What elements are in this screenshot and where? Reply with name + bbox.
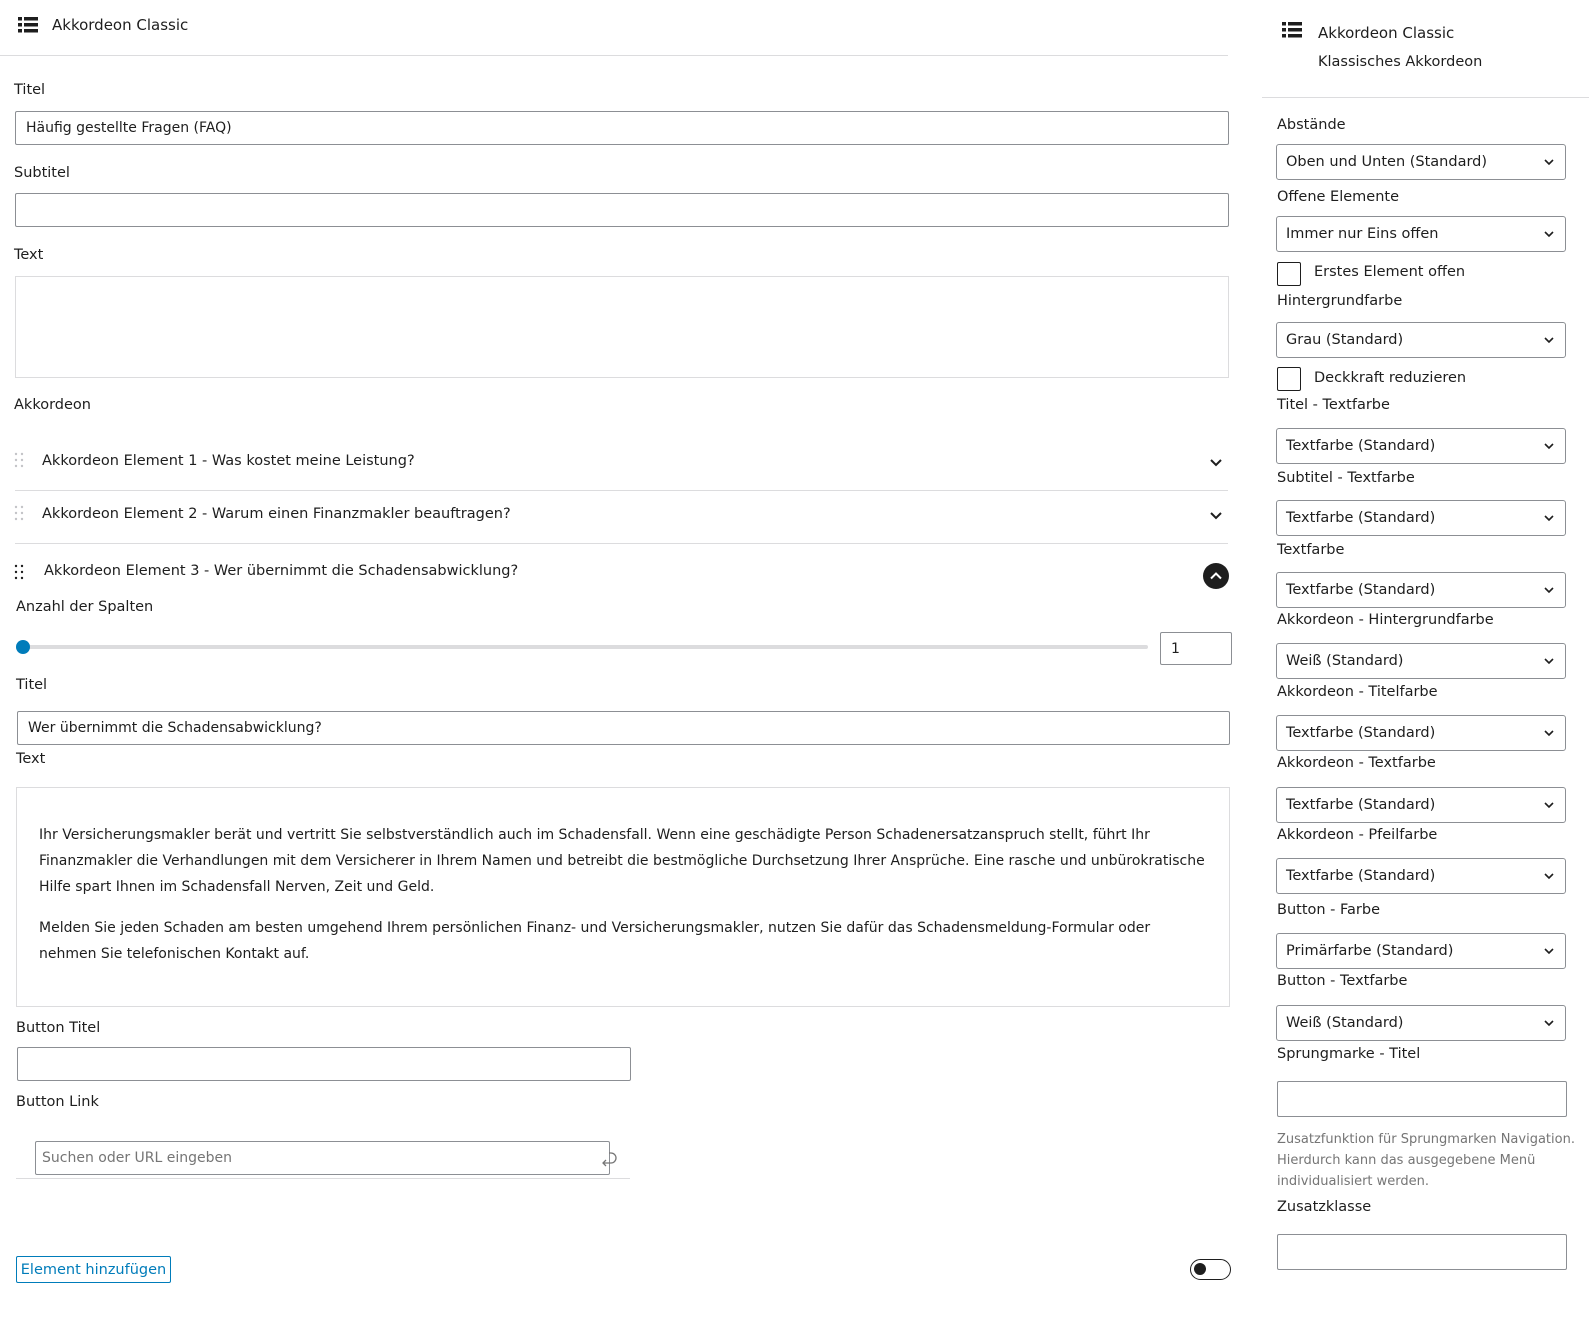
columns-slider-track (16, 645, 1148, 649)
button-link-input[interactable] (35, 1141, 610, 1175)
button-farbe-label: Button - Farbe (1277, 902, 1381, 918)
item-title-input-value: Wer übernimmt die Schadensabwicklung? (28, 720, 322, 736)
akk-textfarbe-select[interactable] (1276, 787, 1566, 823)
list-view-icon (1282, 21, 1302, 39)
zusatzklasse-label: Zusatzklasse (1277, 1199, 1372, 1215)
chevron-down-icon (1543, 585, 1555, 595)
title-input-value: Häufig gestellte Fragen (FAQ) (26, 120, 232, 136)
drag-handle-icon[interactable] (14, 564, 24, 580)
abstaende-select[interactable] (1276, 144, 1566, 180)
accordion-divider (15, 543, 1228, 544)
chevron-up-icon[interactable] (1203, 563, 1229, 589)
accordion-item-title[interactable]: Akkordeon Element 2 - Warum einen Finanzmakler beauftragen? (42, 506, 511, 522)
sidebar-title: Akkordeon Classic (1318, 24, 1455, 42)
textfarbe-select[interactable] (1276, 572, 1566, 608)
akk-textfarbe-label: Akkordeon - Textfarbe (1277, 755, 1436, 771)
toggle-switch[interactable] (1190, 1259, 1231, 1280)
item-text-paragraph: Melden Sie jeden Schaden am besten umgehend Ihrem persönlichen Finanz- und Versicherungsmakler, nutzen Sie dafür das Schadensmeldung-Formular oder nehmen Sie telefonischen Kontakt auf. (39, 920, 1151, 962)
chevron-down-icon (1543, 513, 1555, 523)
abstaende-value: Oben und Unten (Standard) (1286, 154, 1488, 170)
akk-titelfarbe-label: Akkordeon - Titelfarbe (1277, 684, 1438, 700)
button-link-placeholder: Suchen oder URL eingeben (42, 1150, 233, 1166)
hintergrundfarbe-label: Hintergrundfarbe (1277, 293, 1403, 309)
button-link-label: Button Link (16, 1094, 99, 1110)
button-farbe-value: Primärfarbe (Standard) (1286, 943, 1454, 959)
title-input[interactable] (15, 111, 1229, 145)
chevron-down-icon (1543, 229, 1555, 239)
hintergrundfarbe-select[interactable] (1276, 322, 1566, 358)
chevron-down-icon (1543, 1018, 1555, 1028)
offene-elemente-select[interactable] (1276, 216, 1566, 252)
text-editor[interactable] (15, 276, 1229, 378)
button-title-input[interactable] (17, 1047, 631, 1081)
akk-hintergrund-value: Weiß (Standard) (1286, 653, 1404, 669)
akk-pfeilfarbe-label: Akkordeon - Pfeilfarbe (1277, 827, 1438, 843)
subtitel-textfarbe-label: Subtitel - Textfarbe (1277, 470, 1415, 486)
button-title-label: Button Titel (16, 1020, 101, 1036)
erstes-element-offen-label[interactable]: Erstes Element offen (1314, 264, 1466, 280)
textfarbe-label: Textfarbe (1277, 542, 1345, 558)
columns-label: Anzahl der Spalten (16, 599, 154, 615)
deckkraft-label[interactable]: Deckkraft reduzieren (1314, 370, 1467, 386)
title-label: Titel (14, 82, 46, 98)
sidebar-subtitle: Klassisches Akkordeon (1318, 54, 1483, 70)
columns-slider-handle[interactable] (16, 640, 30, 654)
offene-elemente-label: Offene Elemente (1277, 189, 1399, 205)
sprungmarke-input[interactable] (1277, 1081, 1567, 1117)
header-divider (0, 55, 1228, 56)
chevron-down-icon (1543, 800, 1555, 810)
chevron-down-icon (1543, 656, 1555, 666)
chevron-down-icon (1543, 871, 1555, 881)
add-element-button-label: Element hinzufügen (20, 1261, 167, 1278)
erstes-element-offen-checkbox[interactable] (1277, 262, 1301, 286)
item-title-label: Titel (16, 677, 48, 693)
hintergrundfarbe-value: Grau (Standard) (1286, 332, 1404, 348)
accordion-divider (15, 490, 1228, 491)
titel-textfarbe-select[interactable] (1276, 428, 1566, 464)
block-title: Akkordeon Classic (52, 16, 189, 34)
akk-pfeilfarbe-select[interactable] (1276, 858, 1566, 894)
chevron-down-icon (1543, 946, 1555, 956)
chevron-down-icon[interactable] (1209, 458, 1223, 468)
akk-textfarbe-value: Textfarbe (Standard) (1286, 797, 1436, 813)
add-element-button[interactable] (16, 1256, 171, 1283)
button-textfarbe-label: Button - Textfarbe (1277, 973, 1408, 989)
akk-hintergrund-select[interactable] (1276, 643, 1566, 679)
sprungmarke-help: Zusatzfunktion für Sprungmarken Navigation. Hierdurch kann das ausgegebene Menü individualisiert werden. (1277, 1132, 1575, 1189)
button-textfarbe-value: Weiß (Standard) (1286, 1015, 1404, 1031)
button-textfarbe-select[interactable] (1276, 1005, 1566, 1041)
akk-hintergrund-label: Akkordeon - Hintergrundfarbe (1277, 612, 1494, 628)
akk-titelfarbe-select[interactable] (1276, 715, 1566, 751)
titel-textfarbe-value: Textfarbe (Standard) (1286, 438, 1436, 454)
item-text-editor[interactable] (16, 787, 1230, 1007)
columns-slider[interactable] (16, 640, 1148, 654)
sprungmarke-label: Sprungmarke - Titel (1277, 1046, 1421, 1062)
chevron-down-icon (1543, 335, 1555, 345)
accordion-item-title[interactable]: Akkordeon Element 3 - Wer übernimmt die Schadensabwicklung? (44, 563, 519, 579)
columns-number-input[interactable] (1160, 632, 1232, 665)
subtitle-label: Subtitel (14, 165, 70, 181)
button-link-container (16, 1178, 630, 1179)
zusatzklasse-input[interactable] (1277, 1234, 1567, 1270)
item-title-input[interactable] (17, 711, 1230, 745)
akk-titelfarbe-value: Textfarbe (Standard) (1286, 725, 1436, 741)
subtitel-textfarbe-value: Textfarbe (Standard) (1286, 510, 1436, 526)
drag-handle-icon[interactable] (14, 505, 24, 521)
subtitle-input[interactable] (15, 193, 1229, 227)
toggle-knob (1194, 1263, 1206, 1275)
chevron-down-icon (1543, 728, 1555, 738)
chevron-down-icon (1543, 157, 1555, 167)
abstaende-label: Abstände (1277, 117, 1346, 133)
titel-textfarbe-label: Titel - Textfarbe (1277, 397, 1390, 413)
item-text-label: Text (16, 751, 46, 767)
sidebar-divider (1262, 97, 1589, 98)
text-label: Text (14, 247, 44, 263)
button-farbe-select[interactable] (1276, 933, 1566, 969)
columns-number-value: 1 (1171, 640, 1180, 657)
deckkraft-checkbox[interactable] (1277, 367, 1301, 391)
enter-icon[interactable] (600, 1150, 618, 1172)
chevron-down-icon (1543, 441, 1555, 451)
akk-pfeilfarbe-value: Textfarbe (Standard) (1286, 868, 1436, 884)
item-text-paragraph: Ihr Versicherungsmakler berät und vertritt Sie selbstverständlich auch im Schadensfall. Wenn eine geschädigte Person Schadenersatzanspruch stellt, führt Ihr Finanzmakler die Verhandlungen mit dem Versicherer in Ihrem Namen und betreibt die bestmögliche Durchsetzung Ihrer Ansprüche. Eine rasche und unbürokratische Hilfe spart Ihnen im Schadensfall Nerven, Zeit und Geld. (39, 827, 1205, 895)
accordion-label: Akkordeon (14, 397, 91, 413)
list-view-icon (18, 16, 38, 34)
drag-handle-icon[interactable] (14, 452, 24, 468)
chevron-down-icon[interactable] (1209, 511, 1223, 521)
textfarbe-value: Textfarbe (Standard) (1286, 582, 1436, 598)
offene-elemente-value: Immer nur Eins offen (1286, 226, 1439, 242)
subtitel-textfarbe-select[interactable] (1276, 500, 1566, 536)
accordion-item-title[interactable]: Akkordeon Element 1 - Was kostet meine Leistung? (42, 453, 415, 469)
